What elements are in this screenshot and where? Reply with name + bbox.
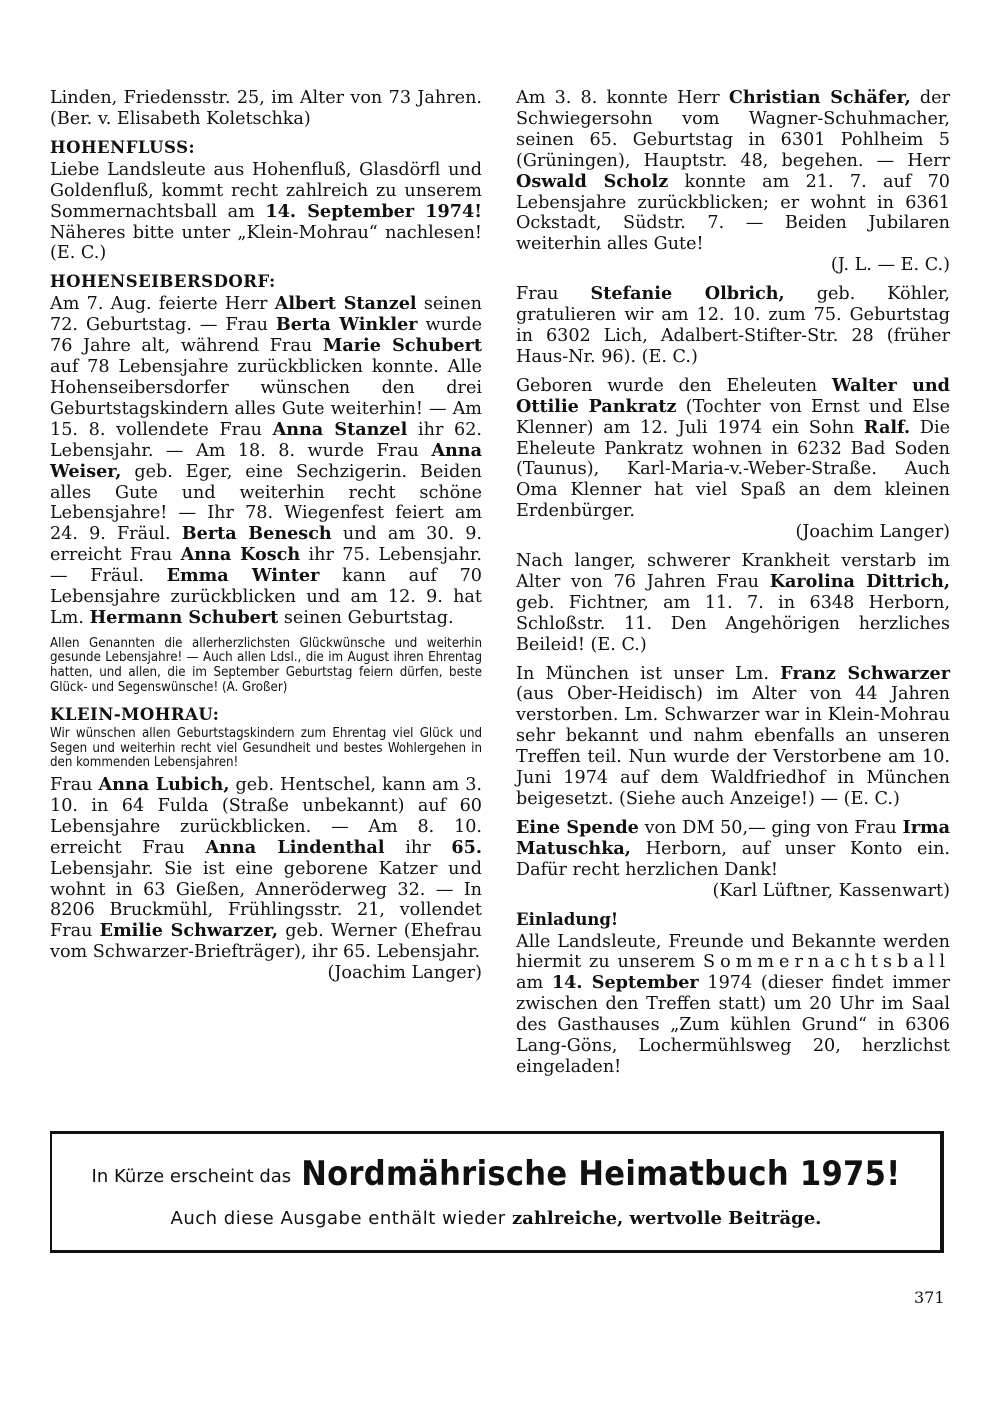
paragraph-hohenseibersdorf-greetings: Allen Genannten die allerherzlichsten Glückwünsche und weiterhin gesunde Lebensjahre! — Auch allen Ldsl., die im August ihren Ehrentag hatten, und allen, die im September Geburtstag feiern dürfen, beste Glück- und Segenswünsche! (A. Großer) [50, 635, 482, 695]
paragraph-hohenseibersdorf: Am 7. Aug. feierte Herr Albert Stanzel seinen 72. Geburtstag. — Frau Berta Winkler wurde 76 Jahre alt, während Frau Marie Schubert auf 78 Lebensjahre zurückblicken konnte. Alle Hohenseibersdorfer wünschen den drei Geburtstagskindern alles Gute weiterhin! — Am 15. 8. vollendete Frau Anna Stanzel ihr 62. Lebensjahr. — Am 18. 8. wurde Frau Anna Weiser, geb. Eger, eine Sechzigerin. Beiden alles Gute und weiterhin recht schöne Lebensjahre! — Ihr 78. Wiegenfest feiert am 24. 9. Fräul. Berta Benesch und am 30. 9. erreicht Frau Anna Kosch ihr 75. Lebensjahr. — Fräul. Emma Winter kann auf 70 Lebensjahre zurückblicken und am 12. 9. hat Lm. Hermann Schubert seinen Geburtstag. [50, 293, 483, 628]
signature-kassenwart: (Karl Lüftner, Kassenwart) [712, 880, 950, 901]
paragraph-pankratz: Geboren wurde den Eheleuten Walter und Ottilie Pankratz (Tochter von Ernst und Else Klenner) am 12. Juli 1974 ein Sohn Ralf. Die Eheleute Pankratz wohnen in 6232 Bad Soden (Taunus), Karl-Maria-v.-Weber-Straße. Auch Oma Klenner hat viel Spaß an dem kleinen Erdenbürger. (Joachim Langer) [516, 374, 951, 543]
paragraph-linden: Linden, Friedensstr. 25, im Alter von 73 Jahren. (Ber. v. Elisabeth Koletschka) [50, 88, 482, 129]
paragraph-schaefer-scholz: Am 3. 8. konnte Herr Christian Schäfer, der Schwiegersohn vom Wagner-Schuhmacher, seinen 65. Geburtstag in 6301 Pohlheim 5 (Grüningen), Hauptstr. 48, begehen. — Herr Oswald Scholz konnte am 21. 7. auf 70 Lebensjahre zurückblicken; er wohnt in 6361 Ockstadt, Südstr. 7. — Beiden Jubilaren weiterhin alles Gute! (J. L. — E. C.) [516, 87, 950, 276]
signature-jl-ec: (J. L. — E. C.) [830, 255, 950, 276]
heimatbuch-advert-box [50, 1131, 944, 1253]
advert-book-title: Nordmährische Heimatbuch 1975! [301, 1154, 901, 1194]
heading-hohenseibersdorf: HOHENSEIBERSDORF: [50, 272, 276, 292]
paragraph-olbrich: Frau Stefanie Olbrich, geb. Köhler, gratulieren wir am 12. 10. zum 75. Geburtstag in 6302 Lich, Adalbert-Stifter-Str. 28 (früher Haus-Nr. 96). (E. C.) [516, 283, 951, 367]
paragraph-klein-mohrau-greetings: Wir wünschen allen Geburtstagskindern zum Ehrentag viel Glück und Segen und weiterhin recht viel Gesundheit und bestes Wohlergehen in den kommenden Lebensjahren! [50, 726, 482, 771]
page-number: 371 [914, 1288, 945, 1307]
paragraph-hohenfluss: Liebe Landsleute aus Hohenfluß, Glasdörfl und Goldenfluß, kommt recht zahlreich zu unserem Sommernachtsball am 14. September 1974! Näheres bitte unter „Klein-Mohrau“ nachlesen! (E. C.) [50, 159, 482, 264]
paragraph-dittrich: Nach langer, schwerer Krankheit verstarb im Alter von 76 Jahren Frau Karolina Dittrich, geb. Fichtner, am 11. 7. in 6348 Herborn, Schloßstr. 11. Den Angehörigen herzliches Beileid! (E. C.) [516, 551, 950, 655]
right-column [516, 88, 950, 1086]
paragraph-einladung: Alle Landsleute, Freunde und Bekannte werden hiermit zu unserem Sommernachtsball am 14. September 1974 (dieser findet immer zwischen den Treffen statt) um 20 Uhr im Saal des Gasthauses „Zum kühlen Grund“ in 6306 Lang-Göns, Lochermühlsweg 20, herzlichst eingeladen! [516, 931, 951, 1077]
left-column [50, 88, 482, 992]
heading-einladung: Einladung! [516, 909, 619, 929]
heading-klein-mohrau: KLEIN-MOHRAU: [50, 705, 220, 725]
advert-headline: In Kürze erscheint das Nordmährische Heimatbuch 1975! [91, 1154, 901, 1194]
heading-hohenfluss: HOHENFLUSS: [50, 137, 196, 157]
paragraph-schwarzer: In München ist unser Lm. Franz Schwarzer (aus Ober-Heidisch) im Alter von 44 Jahren verstorben. Lm. Schwarzer war in Klein-Mohrau sehr bekannt und nahm ebenfalls an unseren Treffen teil. Nun wurde der Verstorbene am 10. Juni 1974 auf dem Waldfriedhof in München beigesetzt. (Siehe auch Anzeige!) — (E. C.) [516, 662, 950, 809]
advert-subline: Auch diese Ausgabe enthält wieder zahlreiche, wertvolle Beiträge. [170, 1208, 822, 1229]
paragraph-spende: Eine Spende von DM 50,— ging von Frau Irma Matuschka, Herborn, auf unser Konto ein. Dafür recht herzlichen Dank! (Karl Lüftner, Kassenwart) [516, 816, 950, 901]
signature-joachim-langer-2: (Joachim Langer) [795, 522, 950, 543]
paragraph-klein-mohrau: Frau Anna Lubich, geb. Hentschel, kann am 3. 10. in 64 Fulda (Straße unbekannt) auf 60 Lebensjahre zurückblicken. — Am 8. 10. erreicht Frau Anna Lindenthal ihr 65. Lebensjahr. Sie ist eine geborene Katzer und wohnt in 63 Gießen, Anneröderweg 32. — In 8206 Bruckmühl, Frühlingsstr. 21, vollendet Frau Emilie Schwarzer, geb. Werner (Ehefrau vom Schwarzer-Briefträger), ihr 65. Lebensjahr. (Joachim Langer) [50, 774, 483, 984]
signature-joachim-langer: (Joachim Langer) [327, 963, 482, 984]
